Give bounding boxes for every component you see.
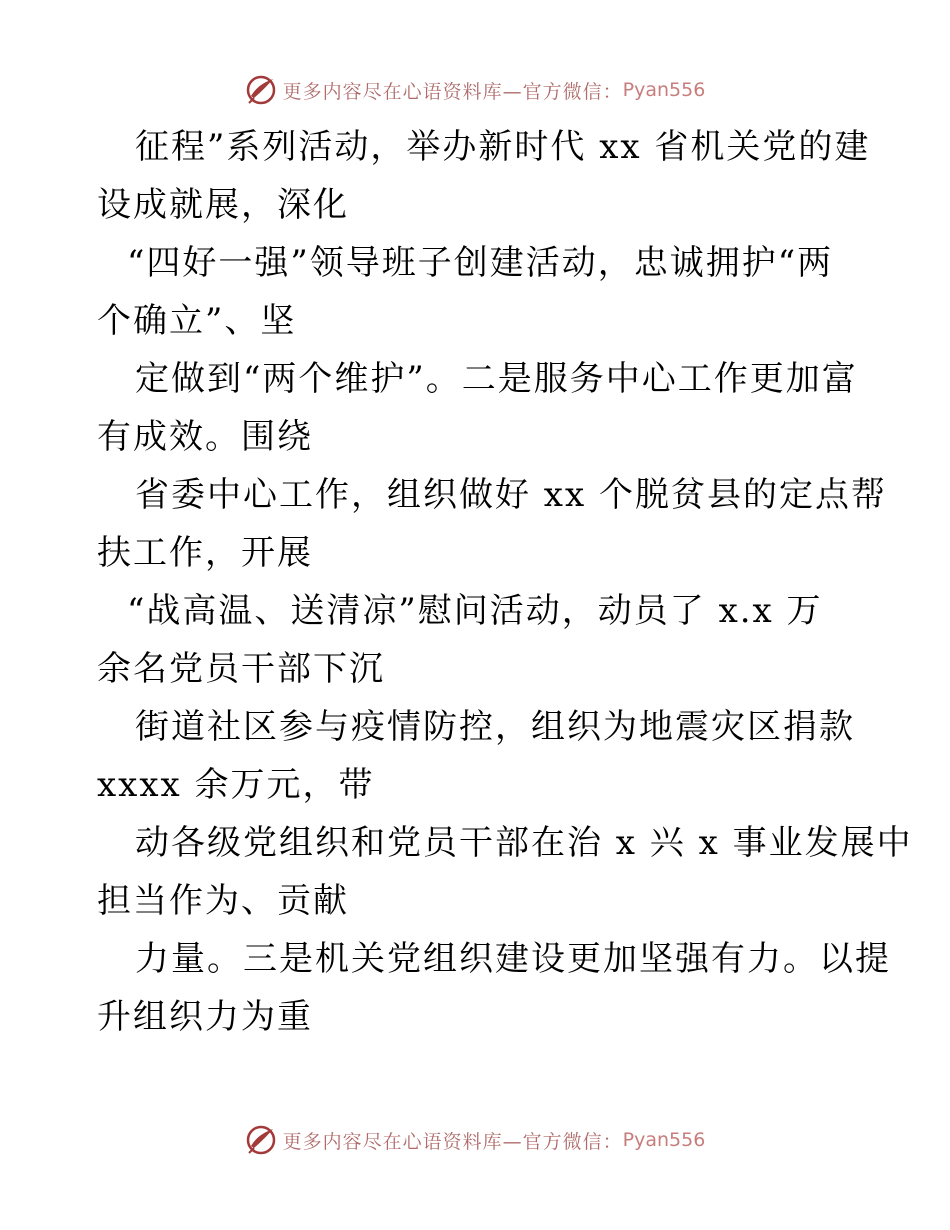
text-line: 设成就展，深化 xyxy=(97,185,349,225)
text-line: 扶工作，开展 xyxy=(97,533,313,573)
text-line: 升组织力为重 xyxy=(97,997,313,1037)
text-line: 街道社区参与疫情防控，组织为地震灾区捐款 xyxy=(135,707,855,747)
watermark-handle: Pyan556 xyxy=(622,79,706,101)
watermark-text: 更多内容尽在心语资料库—官方微信： xyxy=(282,1130,623,1153)
text-line: 个确立”、坚 xyxy=(97,301,297,341)
text-line: 动各级党组织和党员干部在治 x 兴 x 事业发展中 xyxy=(135,823,913,863)
footer-watermark xyxy=(0,1120,950,1160)
text-line: “战高温、送清凉”慰问活动，动员了 x.x 万 xyxy=(127,591,823,631)
text-line: xxxx 余万元，带 xyxy=(97,765,375,805)
text-line: 有成效。围绕 xyxy=(97,417,313,457)
watermark-handle: Pyan556 xyxy=(622,1129,706,1151)
feather-logo-icon xyxy=(245,74,277,106)
watermark-text: 更多内容尽在心语资料库—官方微信： xyxy=(282,80,623,103)
text-line: 余名党员干部下沉 xyxy=(97,649,385,689)
text-line: 力量。三是机关党组织建设更加坚强有力。以提 xyxy=(135,939,891,979)
text-line: 担当作为、贡献 xyxy=(97,881,349,921)
document-body xyxy=(97,118,913,1046)
text-line: 省委中心工作，组织做好 xx 个脱贫县的定点帮 xyxy=(135,475,887,515)
feather-logo-icon xyxy=(245,1124,277,1156)
text-line: 征程”系列活动，举办新时代 xx 省机关党的建 xyxy=(135,127,871,167)
text-line: “四好一强”领导班子创建活动，忠诚拥护“两 xyxy=(127,243,834,283)
header-watermark xyxy=(0,70,950,110)
text-line: 定做到“两个维护”。二是服务中心工作更加富 xyxy=(135,359,858,399)
